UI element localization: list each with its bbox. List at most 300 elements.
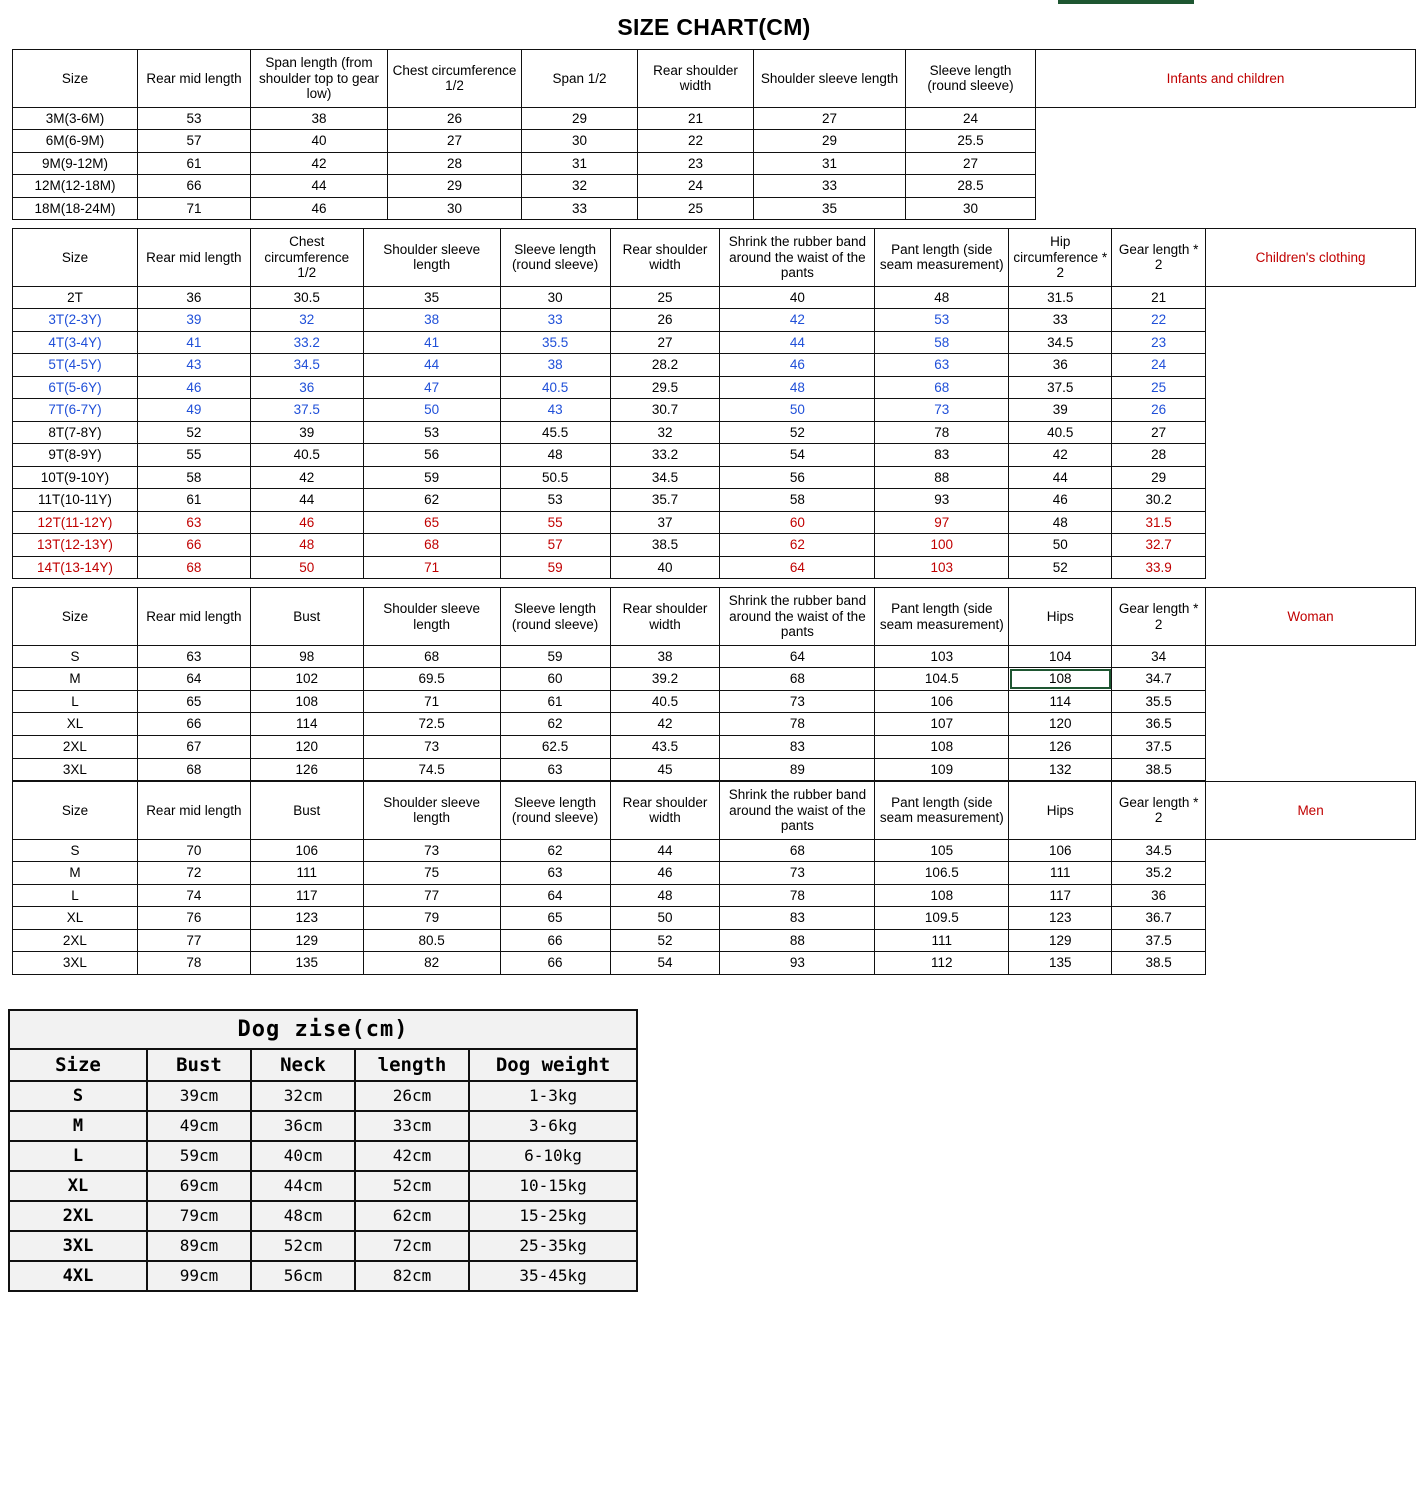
table-cell: 68: [137, 556, 250, 579]
table-cell: 37: [610, 511, 720, 534]
table-row: [9, 1201, 637, 1231]
table-cell: 38: [251, 107, 388, 130]
table-cell: 22: [638, 130, 754, 153]
table-cell: 52cm: [355, 1171, 469, 1201]
table-cell: 25: [638, 197, 754, 220]
table-cell: 69cm: [147, 1171, 251, 1201]
col-header: Shoulder sleeve length: [363, 588, 500, 646]
row-size-label: M: [13, 668, 138, 691]
row-size-label: 2XL: [13, 735, 138, 758]
row-size-label: XL: [9, 1171, 147, 1201]
table-cell: 27: [906, 152, 1036, 175]
col-header: Chest circumference 1/2: [388, 50, 522, 108]
table-cell: 62: [500, 713, 610, 736]
table-cell: 46: [1009, 489, 1112, 512]
men-table-wrap: [12, 781, 1416, 975]
table-cell: 46: [137, 376, 250, 399]
table-cell: 32: [610, 421, 720, 444]
table-row: [13, 489, 1416, 512]
table-cell: 40.5: [1009, 421, 1112, 444]
table-cell: 55: [137, 444, 250, 467]
table-cell: 60: [500, 668, 610, 691]
table-cell: 50: [1009, 534, 1112, 557]
col-header: Hips: [1009, 588, 1112, 646]
table-cell: 26: [1112, 399, 1206, 422]
table-cell: 73: [720, 862, 875, 885]
table-cell: 129: [250, 929, 363, 952]
row-size-label: 12T(11-12Y): [13, 511, 138, 534]
table-cell: 93: [875, 489, 1009, 512]
table-cell: 34.5: [1009, 331, 1112, 354]
table-cell: 52: [1009, 556, 1112, 579]
row-size-label: 6T(5-6Y): [13, 376, 138, 399]
table-cell: 59: [363, 466, 500, 489]
table-cell: 108: [875, 735, 1009, 758]
table-cell: 27: [754, 107, 906, 130]
table-cell: 31: [754, 152, 906, 175]
row-size-label: 6M(6-9M): [13, 130, 138, 153]
table-cell: 71: [363, 690, 500, 713]
table-cell: 38.5: [610, 534, 720, 557]
table-cell: 40.5: [500, 376, 610, 399]
children-size-table: [12, 228, 1416, 579]
row-size-label: XL: [13, 713, 138, 736]
table-cell: 117: [250, 884, 363, 907]
men-table-body: [13, 839, 1416, 974]
table-cell: 42: [610, 713, 720, 736]
table-cell: 106: [1009, 839, 1112, 862]
col-header: Rear shoulder width: [610, 229, 720, 287]
table-cell: 50: [250, 556, 363, 579]
table-cell: 79cm: [147, 1201, 251, 1231]
dog-table-header-row: [9, 1049, 637, 1081]
col-header: Rear mid length: [137, 229, 250, 287]
table-cell: 28: [1112, 444, 1206, 467]
woman-size-table: [12, 587, 1416, 781]
row-size-label: 3T(2-3Y): [13, 309, 138, 332]
table-cell: 59: [500, 645, 610, 668]
table-row: [13, 197, 1416, 220]
table-cell: 63: [875, 354, 1009, 377]
table-cell: 61: [138, 152, 251, 175]
table-cell: 42: [251, 152, 388, 175]
table-cell: 109: [875, 758, 1009, 781]
table-cell: 29: [754, 130, 906, 153]
table-cell: 21: [1112, 286, 1206, 309]
table-cell: 114: [250, 713, 363, 736]
table-cell: 38.5: [1112, 758, 1206, 781]
table-cell: 78: [720, 884, 875, 907]
table-cell: 65: [500, 907, 610, 930]
table-cell: 39cm: [147, 1081, 251, 1111]
dog-table-body: [9, 1081, 637, 1291]
row-size-label: 3M(3-6M): [13, 107, 138, 130]
woman-table-body: [13, 645, 1416, 780]
table-cell: 44: [610, 839, 720, 862]
table-cell: 32.7: [1112, 534, 1206, 557]
col-header: Rear mid length: [138, 50, 251, 108]
table-row: [13, 929, 1416, 952]
table-cell: 40: [610, 556, 720, 579]
table-cell: 38: [363, 309, 500, 332]
table-cell: 23: [638, 152, 754, 175]
table-header-row: [13, 588, 1416, 646]
table-cell: 36: [137, 286, 250, 309]
table-cell: 35: [754, 197, 906, 220]
col-header: Sleeve length (round sleeve): [500, 588, 610, 646]
table-cell: 64: [137, 668, 250, 691]
table-cell: 62: [720, 534, 875, 557]
table-cell: 54: [610, 952, 720, 975]
table-cell: 57: [500, 534, 610, 557]
table-cell: 112: [875, 952, 1009, 975]
table-cell: 44: [720, 331, 875, 354]
table-cell: 34.7: [1112, 668, 1206, 691]
table-cell: 36.7: [1112, 907, 1206, 930]
table-cell: 44cm: [251, 1171, 355, 1201]
table-cell: 53: [875, 309, 1009, 332]
table-cell: 40: [720, 286, 875, 309]
table-cell: 71: [363, 556, 500, 579]
col-header: Shrink the rubber band around the waist of the pants: [720, 229, 875, 287]
table-cell: 25: [1112, 376, 1206, 399]
table-cell: 60: [720, 511, 875, 534]
table-cell: 43.5: [610, 735, 720, 758]
table-cell: 44: [251, 175, 388, 198]
table-row: [13, 884, 1416, 907]
table-cell: 26: [388, 107, 522, 130]
table-cell: 45.5: [500, 421, 610, 444]
table-cell: 25: [610, 286, 720, 309]
row-size-label: 9M(9-12M): [13, 152, 138, 175]
table-cell: 108: [1009, 668, 1112, 691]
table-cell: 35.7: [610, 489, 720, 512]
col-header: Size: [13, 229, 138, 287]
col-header: Gear length * 2: [1112, 588, 1206, 646]
table-cell: 6-10kg: [469, 1141, 637, 1171]
table-cell: 33: [500, 309, 610, 332]
table-cell: 27: [388, 130, 522, 153]
col-header: Pant length (side seam measurement): [875, 588, 1009, 646]
children-table-body: [13, 286, 1416, 579]
table-cell: 32cm: [251, 1081, 355, 1111]
col-header: Rear shoulder width: [638, 50, 754, 108]
col-header: Sleeve length (round sleeve): [500, 782, 610, 840]
table-cell: 30: [522, 130, 638, 153]
table-cell: 89: [720, 758, 875, 781]
table-cell: 1-3kg: [469, 1081, 637, 1111]
row-size-label: 2XL: [13, 929, 138, 952]
table-cell: 129: [1009, 929, 1112, 952]
table-cell: 15-25kg: [469, 1201, 637, 1231]
table-cell: 49cm: [147, 1111, 251, 1141]
col-header: Size: [13, 588, 138, 646]
table-cell: 26: [610, 309, 720, 332]
table-cell: 37.5: [1112, 735, 1206, 758]
row-size-label: S: [9, 1081, 147, 1111]
table-cell: 77: [137, 929, 250, 952]
table-cell: 34.5: [250, 354, 363, 377]
table-cell: 48: [610, 884, 720, 907]
table-cell: 25-35kg: [469, 1231, 637, 1261]
col-header: Size: [13, 50, 138, 108]
row-size-label: 12M(12-18M): [13, 175, 138, 198]
table-cell: 48cm: [251, 1201, 355, 1231]
table-cell: 55: [500, 511, 610, 534]
table-row: [13, 331, 1416, 354]
table-row: [9, 1111, 637, 1141]
table-cell: 61: [500, 690, 610, 713]
row-size-label: 4XL: [9, 1261, 147, 1291]
table-cell: 49: [137, 399, 250, 422]
table-cell: 42: [720, 309, 875, 332]
table-cell: 104: [1009, 645, 1112, 668]
row-size-label: 2XL: [9, 1201, 147, 1231]
table-cell: 30.7: [610, 399, 720, 422]
table-cell: 77: [363, 884, 500, 907]
table-cell: 123: [1009, 907, 1112, 930]
table-cell: 22: [1112, 309, 1206, 332]
table-cell: 30.2: [1112, 489, 1206, 512]
table-cell: 48: [1009, 511, 1112, 534]
col-header: Rear shoulder width: [610, 782, 720, 840]
table-cell: 32: [250, 309, 363, 332]
table-cell: 42cm: [355, 1141, 469, 1171]
col-header: Shoulder sleeve length: [363, 229, 500, 287]
table-cell: 25.5: [906, 130, 1036, 153]
table-cell: 3-6kg: [469, 1111, 637, 1141]
table-cell: 36: [250, 376, 363, 399]
table-cell: 35.2: [1112, 862, 1206, 885]
table-cell: 50: [363, 399, 500, 422]
table-cell: 72cm: [355, 1231, 469, 1261]
group-label-woman: Woman: [1206, 588, 1416, 646]
col-header: Bust: [250, 588, 363, 646]
table-cell: 135: [1009, 952, 1112, 975]
table-header-row: [13, 782, 1416, 840]
table-cell: 40.5: [250, 444, 363, 467]
table-cell: 45: [610, 758, 720, 781]
table-cell: 39: [137, 309, 250, 332]
table-cell: 132: [1009, 758, 1112, 781]
table-cell: 88: [720, 929, 875, 952]
table-cell: 93: [720, 952, 875, 975]
table-cell: 41: [363, 331, 500, 354]
table-cell: 46: [250, 511, 363, 534]
table-cell: 82cm: [355, 1261, 469, 1291]
col-header: Hips: [1009, 782, 1112, 840]
table-cell: 62: [363, 489, 500, 512]
table-row: [13, 309, 1416, 332]
table-cell: 73: [875, 399, 1009, 422]
table-row: [13, 399, 1416, 422]
col-header: length: [355, 1049, 469, 1081]
row-size-label: L: [13, 884, 138, 907]
table-cell: 68: [363, 645, 500, 668]
table-cell: 33: [1009, 309, 1112, 332]
row-size-label: S: [13, 645, 138, 668]
table-cell: 30: [388, 197, 522, 220]
table-cell: 26cm: [355, 1081, 469, 1111]
table-cell: 33: [522, 197, 638, 220]
table-cell: 46: [251, 197, 388, 220]
row-size-label: 5T(4-5Y): [13, 354, 138, 377]
table-cell: 70: [137, 839, 250, 862]
table-cell: 114: [1009, 690, 1112, 713]
table-cell: 57: [138, 130, 251, 153]
row-size-label: XL: [13, 907, 138, 930]
table-cell: 36: [1009, 354, 1112, 377]
table-cell: 29.5: [610, 376, 720, 399]
table-cell: 34.5: [1112, 839, 1206, 862]
table-cell: 120: [250, 735, 363, 758]
row-size-label: 3XL: [9, 1231, 147, 1261]
table-cell: 99cm: [147, 1261, 251, 1291]
table-cell: 52: [610, 929, 720, 952]
table-cell: 52cm: [251, 1231, 355, 1261]
table-cell: 46: [610, 862, 720, 885]
table-cell: 39: [250, 421, 363, 444]
table-cell: 29: [522, 107, 638, 130]
children-table-wrap: [12, 228, 1416, 579]
table-cell: 126: [250, 758, 363, 781]
table-cell: 34: [1112, 645, 1206, 668]
table-cell: 106: [875, 690, 1009, 713]
table-row: [13, 286, 1416, 309]
col-header: Size: [9, 1049, 147, 1081]
table-cell: 56: [720, 466, 875, 489]
table-cell: 23: [1112, 331, 1206, 354]
table-cell: 38: [500, 354, 610, 377]
table-cell: 40: [251, 130, 388, 153]
table-cell: 88: [875, 466, 1009, 489]
table-cell: 24: [1112, 354, 1206, 377]
table-cell: 72.5: [363, 713, 500, 736]
row-size-label: 3XL: [13, 952, 138, 975]
row-size-label: S: [13, 839, 138, 862]
col-header: Chest circumference 1/2: [250, 229, 363, 287]
table-row: [13, 175, 1416, 198]
col-header: Hip circumference * 2: [1009, 229, 1112, 287]
table-cell: 30: [906, 197, 1036, 220]
table-cell: 44: [1009, 466, 1112, 489]
table-row: [13, 952, 1416, 975]
table-cell: 33: [754, 175, 906, 198]
table-cell: 111: [1009, 862, 1112, 885]
table-cell: 44: [250, 489, 363, 512]
table-cell: 34.5: [610, 466, 720, 489]
group-label-men: Men: [1206, 782, 1416, 840]
table-cell: 62.5: [500, 735, 610, 758]
table-cell: 42: [250, 466, 363, 489]
table-cell: 78: [875, 421, 1009, 444]
table-cell: 36.5: [1112, 713, 1206, 736]
dog-table-title-row: [9, 1010, 637, 1049]
table-cell: 48: [250, 534, 363, 557]
table-cell: 73: [363, 735, 500, 758]
table-row: [13, 839, 1416, 862]
table-cell: 98: [250, 645, 363, 668]
table-cell: 24: [638, 175, 754, 198]
table-cell: 108: [250, 690, 363, 713]
table-cell: 66: [137, 713, 250, 736]
table-cell: 29: [388, 175, 522, 198]
col-header: Shoulder sleeve length: [754, 50, 906, 108]
table-cell: 78: [720, 713, 875, 736]
row-size-label: 3XL: [13, 758, 138, 781]
table-row: [13, 907, 1416, 930]
table-cell: 56: [363, 444, 500, 467]
table-cell: 97: [875, 511, 1009, 534]
table-cell: 89cm: [147, 1231, 251, 1261]
row-size-label: M: [9, 1111, 147, 1141]
table-cell: 53: [138, 107, 251, 130]
table-row: [9, 1081, 637, 1111]
table-cell: 103: [875, 645, 1009, 668]
table-row: [13, 466, 1416, 489]
table-cell: 21: [638, 107, 754, 130]
infants-size-table: [12, 49, 1416, 220]
table-cell: 48: [500, 444, 610, 467]
table-row: [13, 735, 1416, 758]
table-cell: 64: [720, 645, 875, 668]
col-header: Sleeve length (round sleeve): [500, 229, 610, 287]
table-cell: 66: [138, 175, 251, 198]
row-size-label: 14T(13-14Y): [13, 556, 138, 579]
table-cell: 36: [1112, 884, 1206, 907]
col-header: Gear length * 2: [1112, 229, 1206, 287]
table-cell: 64: [720, 556, 875, 579]
woman-table-wrap: [12, 587, 1416, 781]
table-cell: 68: [363, 534, 500, 557]
table-cell: 111: [250, 862, 363, 885]
table-cell: 106: [250, 839, 363, 862]
table-cell: 59: [500, 556, 610, 579]
table-cell: 67: [137, 735, 250, 758]
table-cell: 33.2: [250, 331, 363, 354]
row-size-label: 7T(6-7Y): [13, 399, 138, 422]
col-header: Shrink the rubber band around the waist of the pants: [720, 588, 875, 646]
table-row: [9, 1261, 637, 1291]
table-cell: 30.5: [250, 286, 363, 309]
table-cell: 31.5: [1112, 511, 1206, 534]
table-cell: 65: [137, 690, 250, 713]
table-row: [13, 511, 1416, 534]
row-size-label: 4T(3-4Y): [13, 331, 138, 354]
table-cell: 38: [610, 645, 720, 668]
table-cell: 40.5: [610, 690, 720, 713]
table-cell: 63: [137, 645, 250, 668]
table-cell: 126: [1009, 735, 1112, 758]
page-title: SIZE CHART(CM): [617, 14, 811, 40]
table-cell: 52: [720, 421, 875, 444]
table-cell: 135: [250, 952, 363, 975]
table-cell: 50: [610, 907, 720, 930]
col-header: Size: [13, 782, 138, 840]
table-row: [13, 862, 1416, 885]
table-cell: 83: [720, 907, 875, 930]
col-header: Rear mid length: [137, 588, 250, 646]
table-cell: 109.5: [875, 907, 1009, 930]
table-cell: 56cm: [251, 1261, 355, 1291]
col-header: Shoulder sleeve length: [363, 782, 500, 840]
table-cell: 72: [137, 862, 250, 885]
table-cell: 79: [363, 907, 500, 930]
table-row: [9, 1141, 637, 1171]
table-cell: 24: [906, 107, 1036, 130]
table-header-row: [13, 229, 1416, 287]
table-row: [13, 130, 1416, 153]
